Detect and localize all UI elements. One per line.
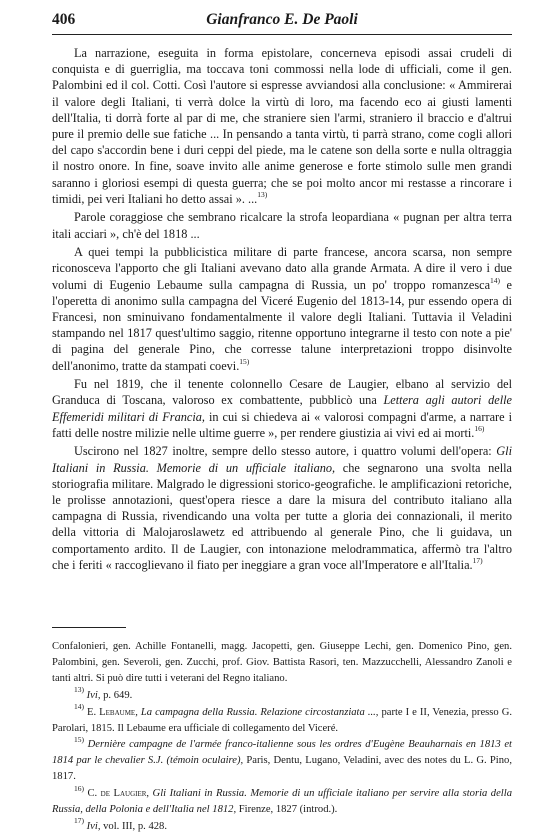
note-ref-17: 17) xyxy=(472,555,483,565)
paragraph-4 xyxy=(52,376,512,441)
footnotes xyxy=(52,639,512,836)
footnote-continuation xyxy=(52,639,512,687)
paragraph-5-text-b: che segnarono una svolta nella storiografia militare. Malgrado le digressioni storico-geografiche. le amplificazioni retoriche, le prolisse annotazioni, quest'opera riesce a dare la misura del contributo italiano alla campagna di Russia, rivendicando una volta per tutte a gloria dei connazionali, il merito della vittoria di Malojaroslawetz ed attribuendo al generale Pino, che li guidava, un comportamento ardito. Il de Laugier, con intonazione melodrammatica, affermò tra l'altro che i feriti « raccoglievano il fiato per ineggiare a gran voce all'Imperatore e all'Italia. xyxy=(52,460,513,572)
paragraph-4-text-b: in cui si chiedeva ai « valorosi compagni d'arme, a narrare i fatti delle nostre milizie nelle ultime guerre », per rendere giustizia ai vivi ed ai morti. xyxy=(52,409,512,440)
paragraph-3 xyxy=(52,244,512,374)
footnote-17-text: vol. III, p. 428. xyxy=(100,820,167,832)
paragraph-1-text: La narrazione, eseguita in forma epistolare, concerneva episodi assai crudeli di conquista e di guerriglia, ma toccava toni commossi nella lode di ufficiali, come il gen. Palombini ed il col. Cotti. Così l'autore si espresse avviandosi alla conclusione: « Ammirerai il valore degli Italiani, ti verrà dolce la virtù di loro, ma facendo eco ai giusti lamenti dell'Italia, ti dorrà forte al par di me, che straniere sien l'armi, straniero il braccio e d'altrui pure il premio delle sue fatiche ... In pensando a tanta virtù, ti parrà strano, come cogli allori del capo s'accordin bene i duri ceppi del piede, ma le catene son della sorte e nulla oltraggia il nostro onore. In fine, soave invito alle anime generose e forte stimolo sulle men grandi saranno i gloriosi esempi di questa guerra; che se poi molto ancor mi restasse a rincorare i timidi, pei veri Italiani ho detto assai ». ... xyxy=(52,46,512,206)
paragraph-2 xyxy=(52,209,512,241)
footnote-14-author: E. Lebaume, xyxy=(87,706,138,718)
footnote-14-number: 14) xyxy=(74,702,84,712)
running-head xyxy=(52,10,512,35)
footnote-15-text: Paris, Dentu, Lugano, Veladini, avec des notes du L. G. Pino, 1817. xyxy=(52,755,512,783)
footnote-15 xyxy=(52,734,512,785)
footnote-15-number: 15) xyxy=(74,734,84,744)
note-ref-13: 13) xyxy=(257,189,268,199)
footnote-16-title: Gli Italiani in Russia. Memorie di un ufficiale italiano per servire alla storia della Russia, della Polonia e dell'Italia nel 1812, xyxy=(52,788,512,816)
footnote-17-source: Ivi, xyxy=(86,820,101,832)
paragraph-4-text-a: Fu nel 1819, che il tenente colonnello Cesare de Laugier, elbano al servizio del Granduca di Toscana, valoroso ex combattente, pubblicò una xyxy=(52,377,512,408)
footnote-14-title: La campagna della Russia. Relazione circostanziata ..., xyxy=(137,706,379,718)
footnote-17-number: 17) xyxy=(74,816,84,826)
paragraph-5-text-a: Uscirono nel 1827 inoltre, sempre dello stesso autore, i quattro volumi dell'opera: xyxy=(74,444,497,459)
footnote-13 xyxy=(52,685,512,704)
paragraph-5-title: Gli Italiani in Russia. Memorie di un ufficiale italiano, xyxy=(52,444,512,475)
page-number: 406 xyxy=(52,11,76,28)
footnote-divider xyxy=(52,627,126,628)
note-ref-15: 15) xyxy=(239,356,250,366)
footnote-14 xyxy=(52,702,513,737)
paragraph-2-text: Parole coraggiose che sembrano ricalcare la strofa leopardiana « pugnan per altra terra itali acciari », ch'è del 1818 ... xyxy=(52,210,512,241)
main-text xyxy=(52,45,512,575)
footnote-continuation-text: Confalonieri, gen. Achille Fontanelli, magg. Jacopetti, gen. Giuseppe Lechi, gen. Domenico Pino, gen. Palombini, gen. Severoli, gen. Zucchi, prof. Giov. Battista Rasori, ten. Mazzucchelli, Alessandro Zanoli e tanti altri. Si può dire tutti i veterani del Regno italiano. xyxy=(52,641,512,684)
paragraph-3-text-b: e l'operetta di anonimo sulla campagna del Viceré Eugenio del 1813-14, pur essendo opera di Francesi, non sminuivano fondamentalmente il valore degli Italiani. Tuttavia il Veladini stampando nel 1817 quest'ultimo saggio, ritenne opportuno integrarne il testo con note a pie' di pagina del generale Pino, che corresse talune interpretazioni troppo disinvolte dell'anonimo, tratte da stampati coevi. xyxy=(52,277,512,373)
note-ref-14: 14) xyxy=(490,275,501,285)
footnote-13-number: 13) xyxy=(74,685,84,695)
paragraph-4-title: Lettera agli autori delle Effemeridi militari di Francia, xyxy=(52,393,512,424)
footnote-14-text: parte I e II, Venezia, presso G. Parolari, 1815. Il Lebaume era ufficiale di collegamento del Viceré. xyxy=(52,706,513,734)
note-ref-16: 16) xyxy=(474,423,485,433)
footnote-13-text: p. 649. xyxy=(100,689,133,701)
paragraph-5 xyxy=(52,443,512,573)
footnote-16-number: 16) xyxy=(74,783,84,793)
footnote-16 xyxy=(52,783,512,818)
paragraph-1 xyxy=(52,45,512,207)
footnote-13-source: Ivi, xyxy=(86,689,101,701)
paragraph-3-text-a: A quei tempi la pubblicistica militare di parte francese, ancora scarsa, non sempre riconosceva l'apporto che gli Italiani avevano dato alla grande Armata. A dire il vero i due volumi di Eugenio Lebaume sulla campagna di Russia, un po' troppo romanzesca xyxy=(52,245,512,292)
footnote-17 xyxy=(52,816,512,835)
footnote-15-title: Dernière campagne de l'armée franco-italienne sous les ordres d'Eugène Beauharnais en 1813 et 1814 par le chevalier S.J. (témoin oculaire), xyxy=(52,739,512,767)
footnote-16-author: C. de Laugier, xyxy=(87,788,150,800)
footnote-16-text: Firenze, 1827 (introd.). xyxy=(236,804,338,816)
running-title: Gianfranco E. De Paoli xyxy=(206,11,358,28)
